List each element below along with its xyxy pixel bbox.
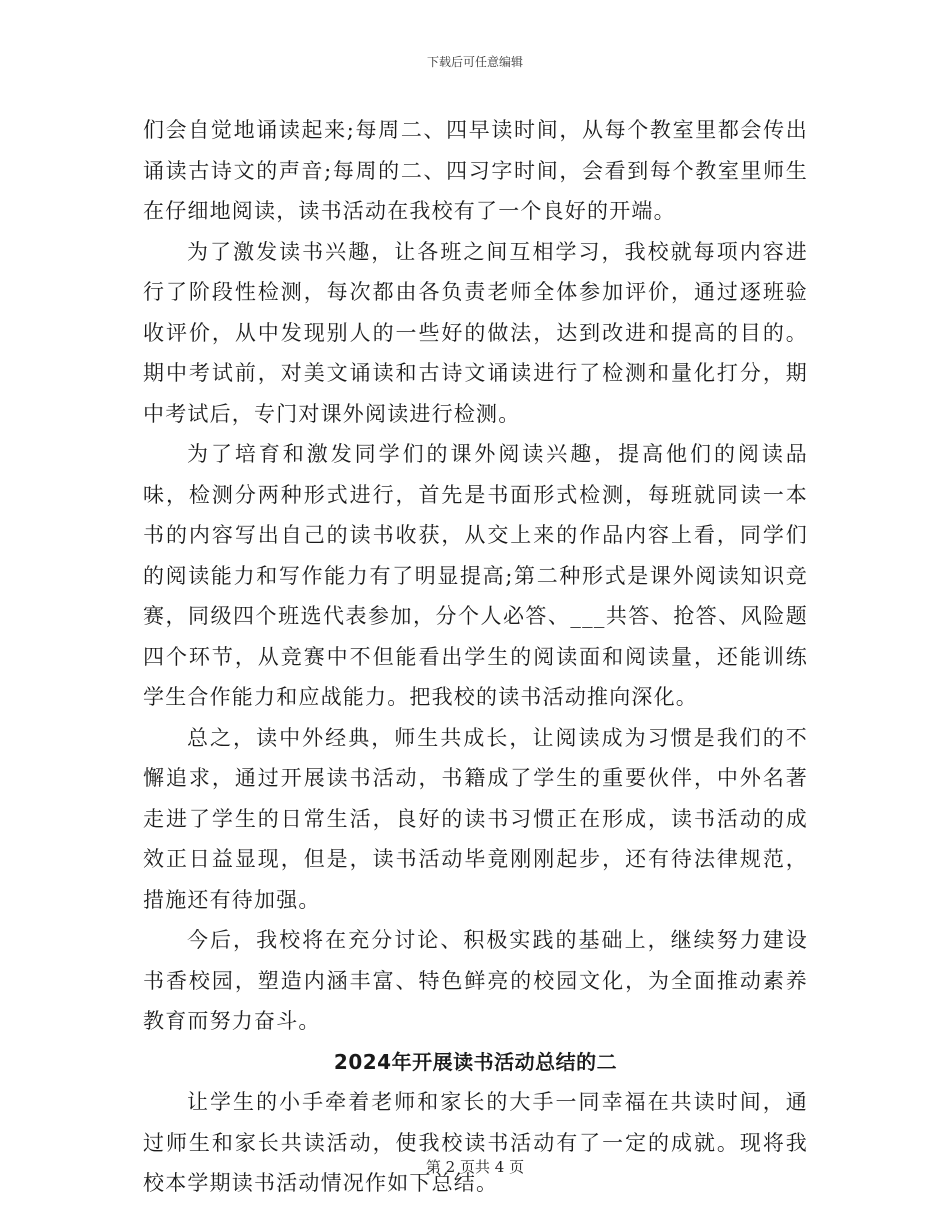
paragraph: 让学生的小手牵着老师和家长的大手一同幸福在共读时间，通过师生和家长共读活动，使我校读书活动有了一定的成就。现将我校本学期读书活动情况作如下总结。 bbox=[143, 1090, 808, 1195]
page-number: 第 2 页共 4 页 bbox=[425, 1158, 525, 1176]
paragraph: 今后，我校将在充分讨论、积极实践的基础上，继续努力建设书香校园，塑造内涵丰富、特色鲜亮的校园文化，为全面推动素养教育而努力奋斗。 bbox=[143, 928, 808, 1033]
paragraph: 们会自觉地诵读起来;每周二、四早读时间，从每个教室里都会传出诵读古诗文的声音;每周的二、四习字时间，会看到每个教室里师生在仔细地阅读，读书活动在我校有了一个良好的开端。 bbox=[143, 118, 808, 223]
header-note: 下载后可任意编辑 bbox=[426, 55, 523, 69]
section-title: 2024年开展读书活动总结的二 bbox=[333, 1049, 618, 1074]
paragraph: 为了激发读书兴趣，让各班之间互相学习，我校就每项内容进行了阶段性检测，每次都由各负责老师全体参加评价，通过逐班验收评价，从中发现别人的一些好的做法，达到改进和提高的目的。期中考试前，对美文诵读和古诗文诵读进行了检测和量化打分，期中考试后，专门对课外阅读进行检测。 bbox=[143, 239, 808, 426]
paragraph: 总之，读中外经典，师生共成长，让阅读成为习惯是我们的不懈追求，通过开展读书活动，书籍成了学生的重要伙伴，中外名著走进了学生的日常生活，良好的读书习惯正在形成，读书活动的成效正日益显现，但是，读书活动毕竟刚刚起步，还有待法律规范，措施还有待加强。 bbox=[143, 725, 808, 912]
document-body bbox=[143, 110, 808, 1204]
paragraph: 为了培育和激发同学们的课外阅读兴趣，提高他们的阅读品味，检测分两种形式进行，首先是书面形式检测，每班就同读一本书的内容写出自己的读书收获，从交上来的作品内容上看，同学们的阅读能力和写作能力有了明显提高;第二种形式是课外阅读知识竞赛，同级四个班选代表参加，分个人必答、___共答、抢答、风险题四个环节，从竞赛中不但能看出学生的阅读面和阅读量，还能训练学生合作能力和应战能力。把我校的读书活动推向深化。 bbox=[143, 442, 808, 709]
